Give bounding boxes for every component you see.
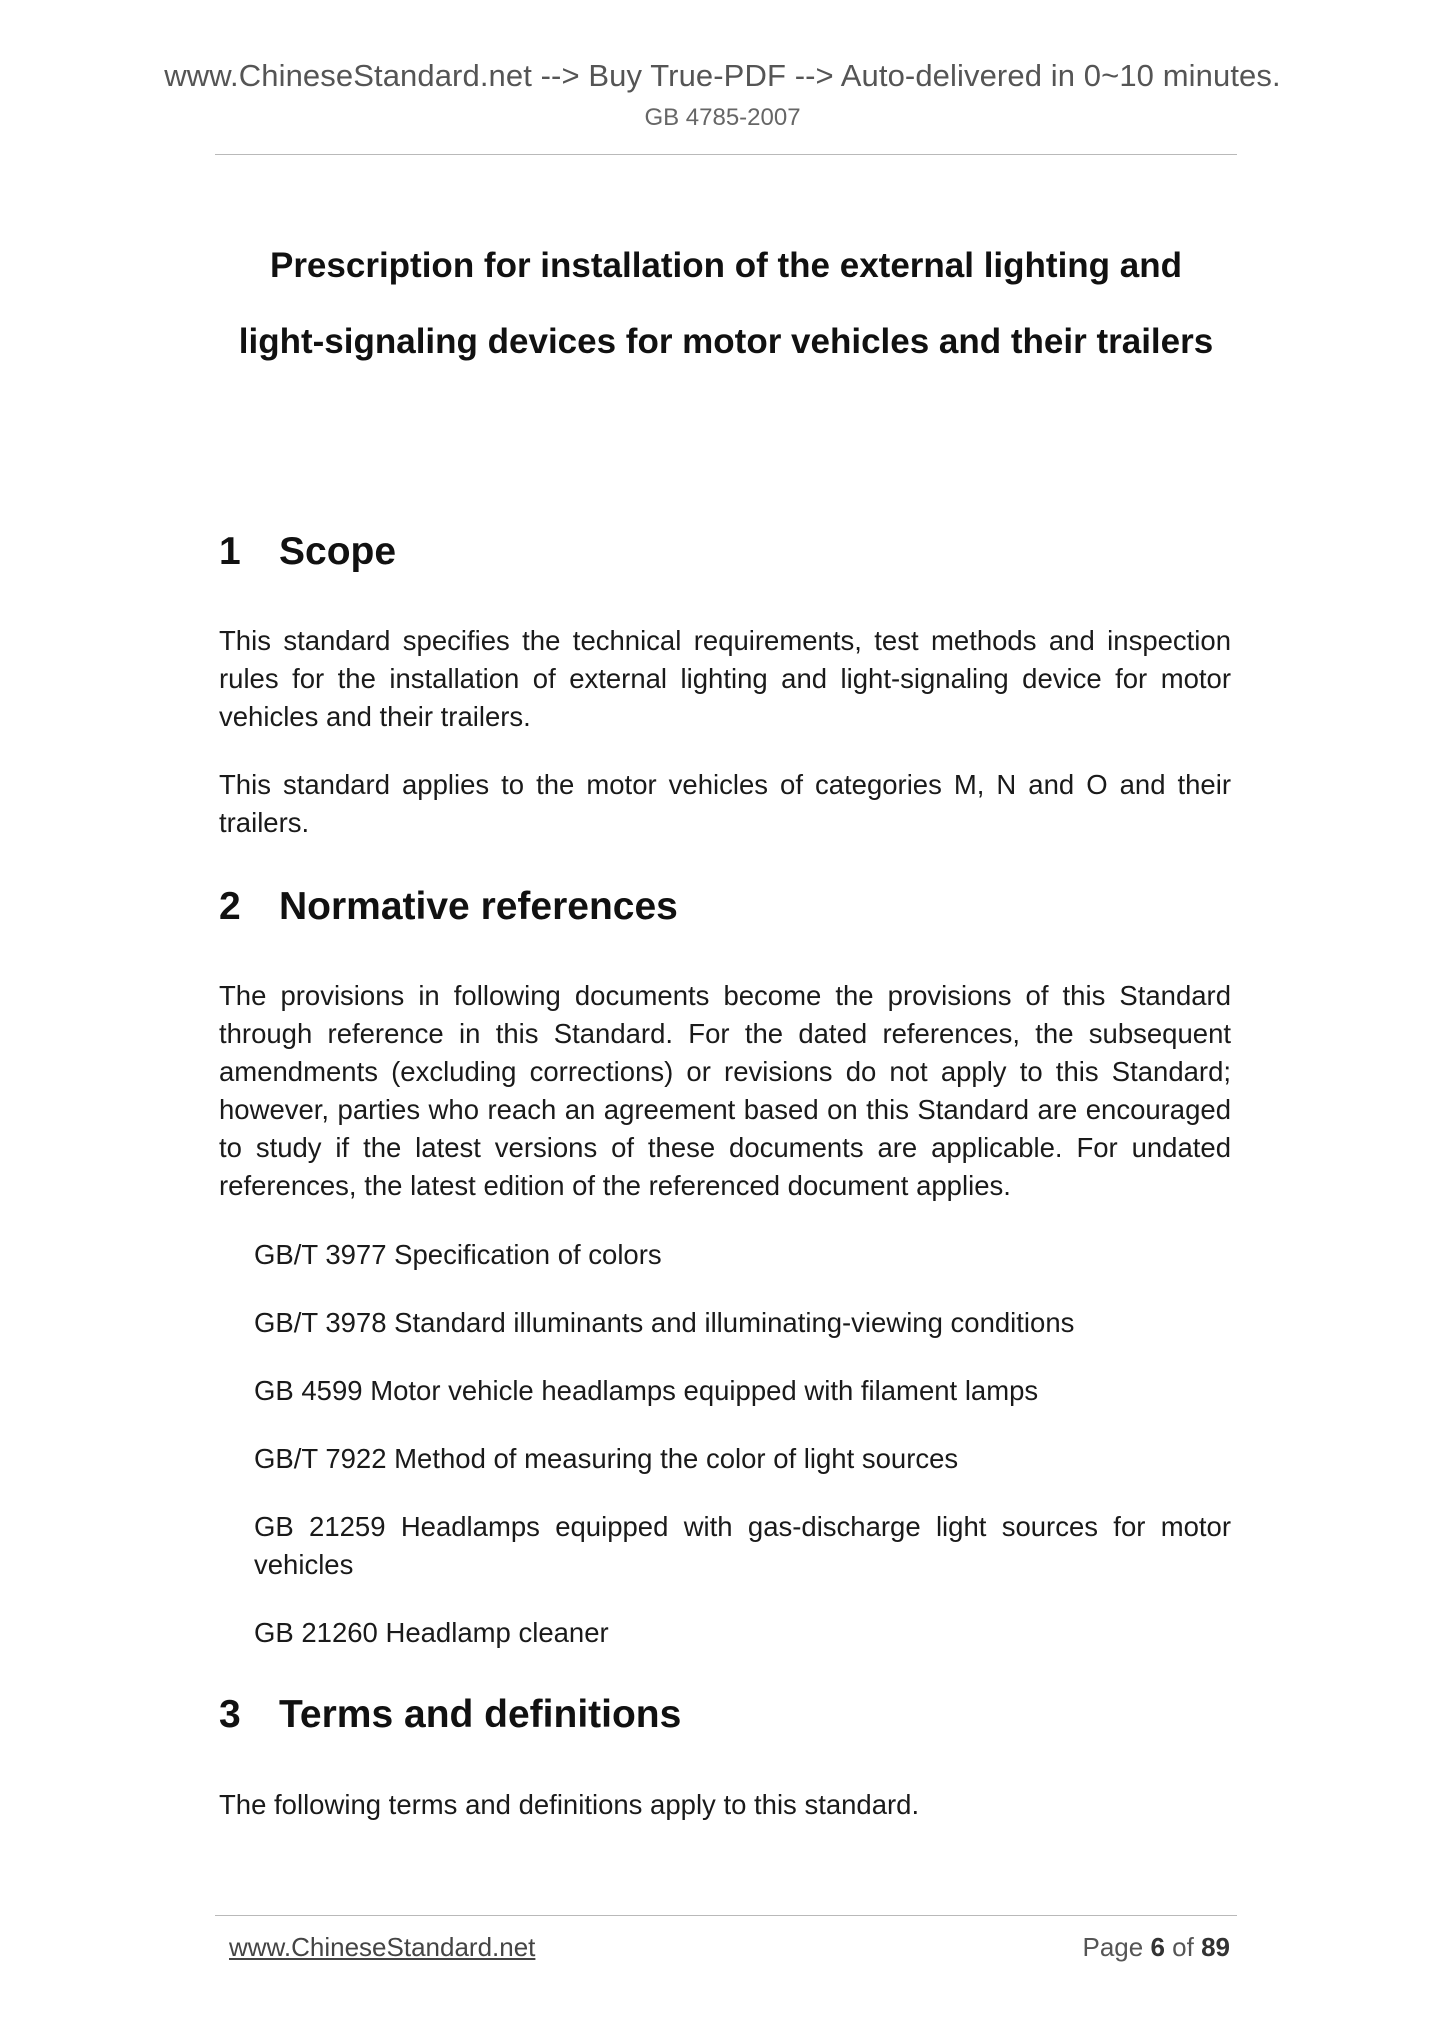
header-divider	[215, 154, 1237, 155]
section-heading-normative-references	[219, 885, 678, 929]
reference-item: GB/T 3978 Standard illuminants and illuminating-viewing conditions	[254, 1307, 1075, 1338]
footer-site-link[interactable]: www.ChineseStandard.net	[229, 1932, 536, 1962]
footer-divider	[215, 1915, 1237, 1916]
section-number: 2	[219, 885, 241, 928]
paragraph: The provisions in following documents become the provisions of this Standard through reference in this Standard. For the dated references, the subsequent amendments (excluding corrections) or revisions do not apply to this Standard; however, parties who reach an agreement based on this Standard are encouraged to study if the latest versions of these documents are applicable. For undated references, the latest edition of the referenced document applies.	[219, 980, 1231, 1201]
section-number: 3	[219, 1693, 241, 1736]
header-banner: www.ChineseStandard.net --> Buy True-PDF --> Auto-delivered in 0~10 minutes.	[164, 58, 1281, 93]
reference-item: GB 4599 Motor vehicle headlamps equipped with filament lamps	[254, 1375, 1039, 1406]
paragraph: This standard applies to the motor vehicles of categories M, N and O and their trailers.	[219, 769, 1231, 838]
section-title: Scope	[279, 530, 397, 573]
document-code: GB 4785-2007	[644, 104, 801, 131]
section-title: Terms and definitions	[279, 1693, 682, 1736]
document-title	[215, 228, 1237, 380]
page-label: Page	[1082, 1932, 1144, 1962]
title-line-2: light-signaling devices for motor vehicles and their trailers	[238, 322, 1214, 361]
page-current: 6	[1150, 1932, 1165, 1962]
title-line-1: Prescription for installation of the external lighting and	[269, 246, 1183, 285]
page-number	[1082, 1932, 1230, 1963]
section-title: Normative references	[279, 885, 678, 928]
reference-item: GB 21259 Headlamps equipped with gas-discharge light sources for motor vehicles	[254, 1511, 1231, 1580]
section-number: 1	[219, 530, 241, 573]
page-total: 89	[1201, 1932, 1230, 1962]
paragraph: This standard specifies the technical requirements, test methods and inspection rules for the installation of external lighting and light-signaling device for motor vehicles and their trailers.	[219, 625, 1231, 732]
section-heading-scope	[219, 530, 396, 574]
paragraph: The following terms and definitions apply to this standard.	[219, 1789, 920, 1820]
reference-item: GB/T 7922 Method of measuring the color of light sources	[254, 1443, 959, 1474]
page-of: of	[1172, 1932, 1194, 1962]
reference-item: GB 21260 Headlamp cleaner	[254, 1617, 609, 1648]
section-heading-terms-and-definitions	[219, 1693, 681, 1737]
reference-item: GB/T 3977 Specification of colors	[254, 1239, 662, 1270]
